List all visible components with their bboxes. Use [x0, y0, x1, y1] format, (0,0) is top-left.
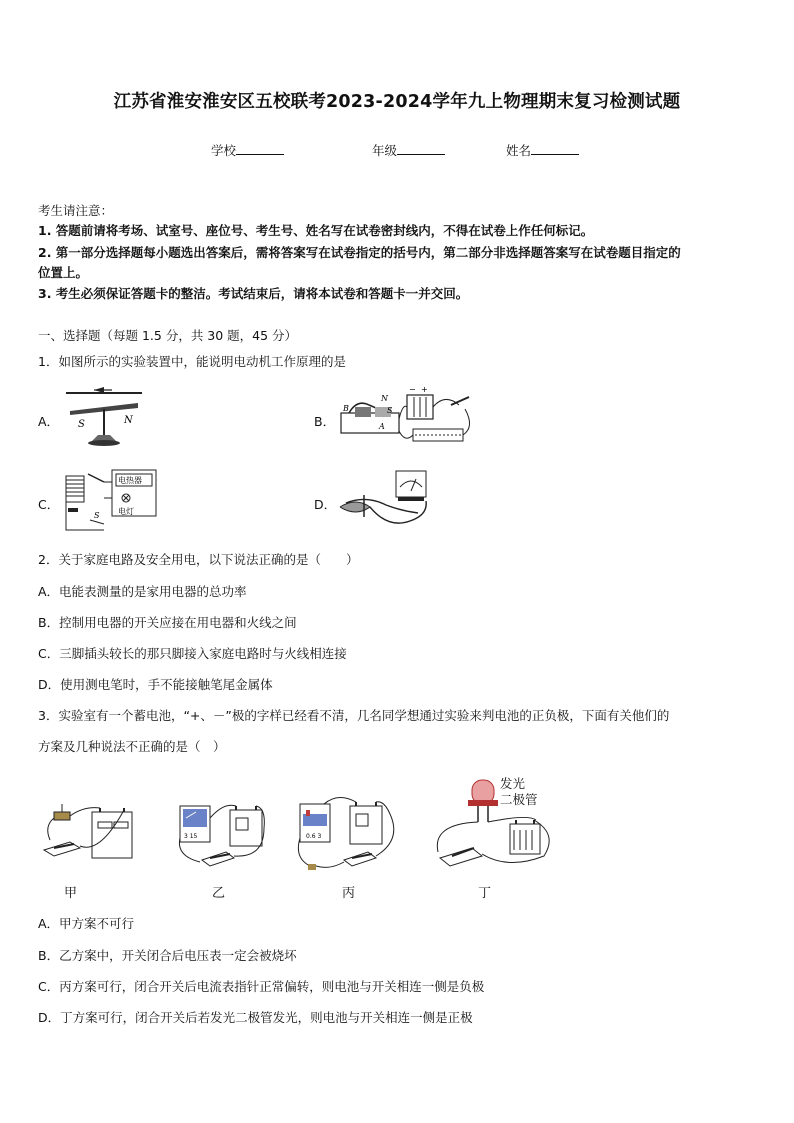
q1-option-b-label[interactable]: B．: [314, 414, 336, 429]
q3-option-d[interactable]: D．丁方案可行，闭合开关后若发光二极管发光，则电池与开关相连一侧是正极: [38, 1010, 473, 1025]
q1-figure-b: [335, 383, 477, 451]
q3-figure-ding: [428, 774, 562, 872]
q3-stem-line-1: 3．实验室有一个蓄电池，“+、－”极的字样已经看不清，几名同学想通过实验来判电池的正负极，下面有关他们的: [38, 708, 670, 723]
q3-figure-jia: [40, 800, 140, 864]
fig-b-b-label: B: [343, 404, 349, 413]
q1-option-a-label[interactable]: A．: [38, 414, 60, 429]
fig-c-s-label: S: [94, 511, 100, 520]
q2-stem: 2．关于家庭电路及安全用电，以下说法正确的是（ ）: [38, 552, 359, 567]
name-field: [506, 141, 579, 159]
notice-item-3: 3. 考生必须保证答题卡的整洁。考试结束后，请将本试卷和答题卡一并交回。: [38, 286, 469, 301]
grade-blank[interactable]: [397, 142, 445, 155]
q3-caption-bing: 丙: [342, 886, 356, 901]
q2-option-c[interactable]: C．三脚插头较长的那只脚接入家庭电路时与火线相连接: [38, 646, 347, 661]
q2-option-d[interactable]: D．使用测电笔时，手不能接触笔尾金属体: [38, 677, 273, 692]
grade-label: 年级: [372, 143, 398, 158]
q1-figure-c: [60, 468, 160, 538]
notice-item-2-cont: 位置上。: [38, 265, 89, 280]
q3-figure-yi: [174, 798, 274, 870]
fig-b-a-label: A: [379, 422, 385, 431]
q1-stem: 1．如图所示的实验装置中，能说明电动机工作原理的是: [38, 354, 346, 369]
q3-yi-meter-text: 3 15: [184, 833, 198, 840]
q1-figure-a: [62, 383, 146, 453]
fig-b-plus: +: [421, 385, 428, 394]
q3-caption-jia: 甲: [64, 886, 78, 901]
notice-item-2: 2. 第一部分选择题每小题选出答案后，需将答案写在试卷指定的括号内，第二部分非选择题答案写在试卷题目指定的: [38, 245, 681, 260]
fig-c-lamp-label: 电灯: [118, 507, 134, 516]
section-heading: 一、选择题（每题 1.5 分，共 30 题，45 分）: [38, 328, 298, 343]
fig-b-minus: −: [409, 385, 416, 394]
school-blank[interactable]: [236, 142, 284, 155]
q3-caption-yi: 乙: [212, 886, 226, 901]
q3-option-a[interactable]: A．甲方案不可行: [38, 916, 135, 931]
q1-option-c-label[interactable]: C．: [38, 497, 60, 512]
name-blank[interactable]: [531, 142, 579, 155]
q3-stem-line-2: 方案及几种说法不正确的是（ ）: [38, 739, 226, 754]
fig-b-s-label: S: [387, 406, 393, 415]
fig-a-n-label: N: [124, 415, 133, 426]
q2-option-a[interactable]: A．电能表测量的是家用电器的总功率: [38, 584, 247, 599]
q1-option-d-label[interactable]: D．: [314, 497, 337, 512]
q3-led-label-2: 二极管: [500, 792, 538, 807]
notice-heading: 考生请注意：: [38, 203, 114, 218]
school-label: 学校: [211, 143, 237, 158]
q3-caption-ding: 丁: [478, 886, 492, 901]
q3-led-label-1: 发光: [500, 776, 526, 791]
q3-bing-meter-text: 0.6 3: [306, 833, 322, 840]
grade-field: [372, 141, 445, 159]
fig-c-heater-label: 电热器: [118, 476, 142, 485]
fig-b-n-label: N: [381, 394, 388, 403]
page-title: 江苏省淮安淮安区五校联考2023-2024学年九上物理期末复习检测试题: [113, 92, 681, 112]
q2-option-b[interactable]: B．控制用电器的开关应接在用电器和火线之间: [38, 615, 297, 630]
fig-a-s-label: S: [78, 419, 85, 430]
q3-option-b[interactable]: B．乙方案中，开关闭合后电压表一定会被烧坏: [38, 948, 297, 963]
q3-figure-bing: [294, 790, 402, 874]
name-label: 姓名: [506, 143, 532, 158]
school-field: [211, 141, 284, 159]
q3-option-c[interactable]: C．丙方案可行，闭合开关后电流表指针正常偏转，则电池与开关相连一侧是负极: [38, 979, 485, 994]
q1-figure-d: [336, 467, 438, 535]
notice-item-1: 1. 答题前请将考场、试室号、座位号、考生号、姓名写在试卷密封线内，不得在试卷上作任何标记。: [38, 223, 594, 238]
